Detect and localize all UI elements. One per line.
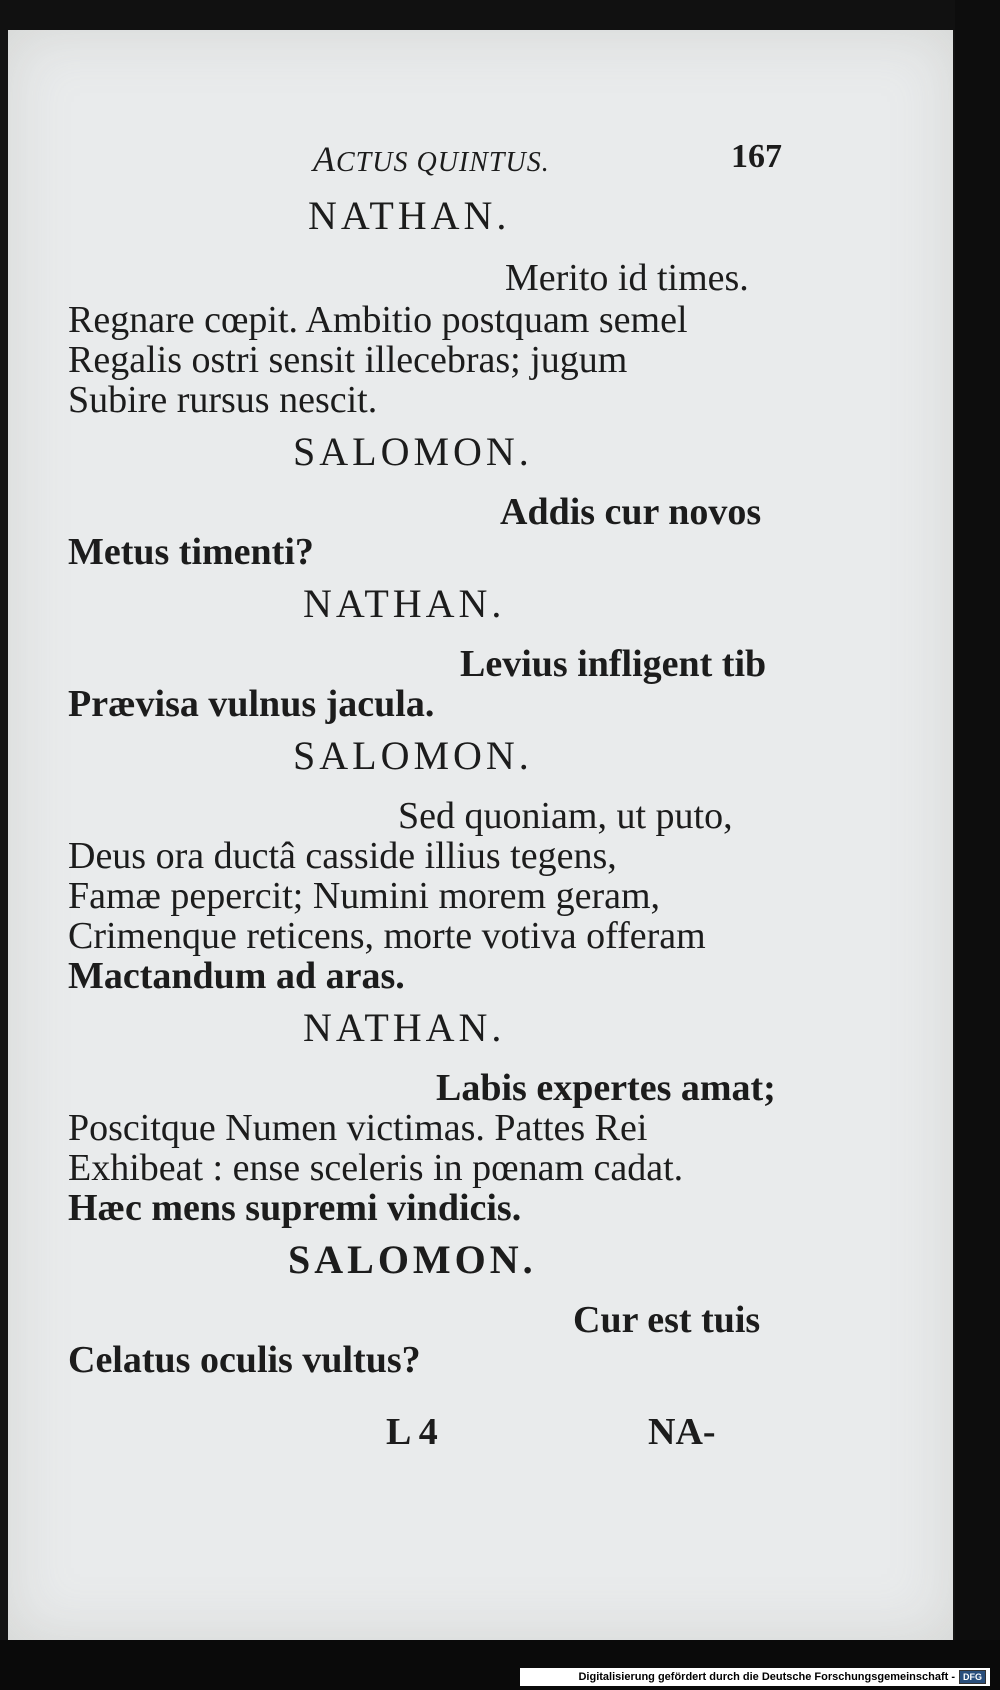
catchword: NA- — [648, 1411, 716, 1453]
verse-line: Levius infligent tib — [460, 643, 767, 685]
speaker-name: NATHAN. — [308, 193, 511, 238]
verse-line: Metus timenti? — [68, 531, 314, 573]
verse-line: Crimenque reticens, morte votiva offeram — [68, 915, 706, 957]
verse-line: Subire rursus nescit. — [68, 379, 378, 421]
credit-text: Digitalisierung gefördert durch die Deutsche Forschungsgemeinschaft - — [578, 1671, 955, 1683]
digitization-credit — [520, 1668, 990, 1686]
verse-line: Hæc mens supremi vindicis. — [68, 1187, 522, 1229]
speaker-name: NATHAN. — [303, 581, 506, 626]
speaker-name: SALOMON. — [293, 429, 533, 474]
speaker-name: SALOMON. — [288, 1237, 537, 1282]
verse-line: Mactandum ad aras. — [68, 955, 405, 997]
scan-border-right — [955, 0, 1000, 1690]
signature-mark: L 4 — [386, 1411, 438, 1453]
verse-line: Poscitque Numen victimas. Pattes Rei — [68, 1107, 648, 1149]
speaker-name: SALOMON. — [293, 733, 533, 778]
scan-border-top — [0, 0, 1000, 30]
verse-line: Deus ora ductâ casside illius tegens, — [68, 835, 617, 877]
verse-line: Famæ pepercit; Numini morem geram, — [68, 875, 661, 917]
verse-line: Merito id times. — [505, 257, 749, 299]
page-number: 167 — [731, 138, 782, 175]
verse-line: Labis expertes amat; — [436, 1067, 776, 1109]
verse-line: Celatus oculis vultus? — [68, 1339, 421, 1381]
verse-line: Exhibeat : ense sceleris in pœnam cadat. — [68, 1147, 684, 1189]
verse-line: Regnare cœpit. Ambitio postquam semel — [68, 299, 688, 341]
verse-line: Cur est tuis — [573, 1299, 761, 1341]
verse-line: Sed quoniam, ut puto, — [398, 795, 733, 837]
dfg-logo: DFG — [959, 1670, 986, 1684]
running-title: ACTUS QUINTUS. — [313, 139, 550, 179]
verse-line: Addis cur novos — [500, 491, 762, 533]
book-page — [8, 30, 953, 1640]
verse-line: Regalis ostri sensit illecebras; jugum — [68, 339, 628, 381]
verse-line: Prævisa vulnus jacula. — [68, 683, 435, 725]
speaker-name: NATHAN. — [303, 1005, 506, 1050]
